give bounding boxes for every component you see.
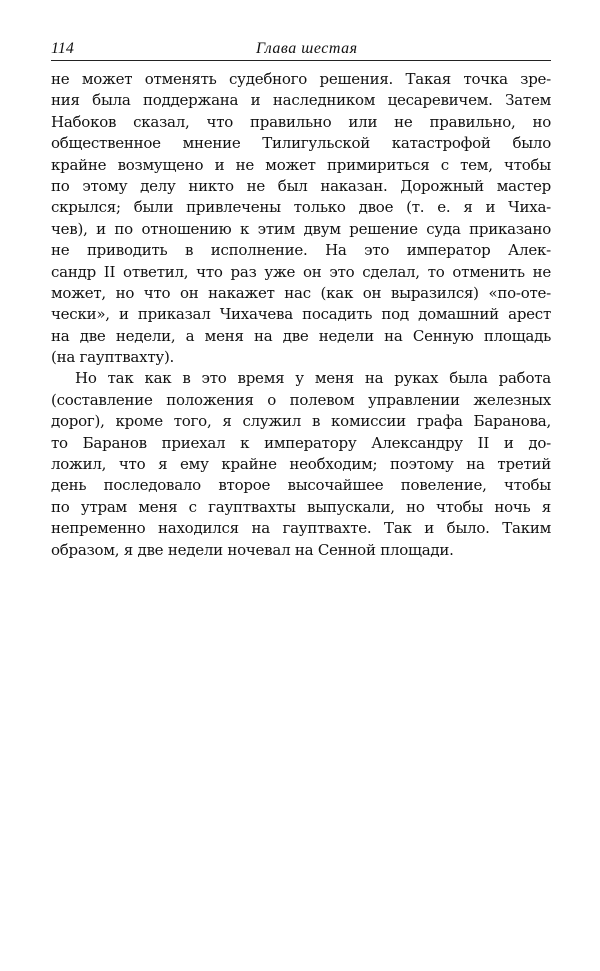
text-line: Но так как в это время у меня на руках была работа [75,369,551,388]
text-line: чески», и приказал Чихачева посадить под домашний арест [51,305,551,324]
text-line: не приводить в исполнение. На это император Алек- [51,241,551,260]
text-line: день последовало второе высочайшее повеление, чтобы [51,476,551,495]
text-line: дорог), кроме того, я служил в комиссии графа Баранова, [51,412,551,431]
text-line: крайне возмущено и не может примириться с тем, чтобы [51,155,551,174]
text-line: непременно находился на гауптвахте. Так и было. Таким [51,519,551,538]
text-line: то Баранов приехал к императору Александру II и до- [51,433,551,452]
text-line: ния была поддержана и наследником цесаревичем. Затем [51,91,551,110]
text-line: по этому делу никто не был наказан. Дорожный мастер [51,176,551,195]
text-line: может, но что он накажет нас (как он выразился) «по-оте- [51,283,551,302]
text-line: на две недели, а меня на две недели на Сенную площадь [51,326,551,345]
body-text [51,69,551,561]
text-line: чев), и по отношению к этим двум решение суда приказано [51,219,551,238]
running-title: Глава шестая [256,40,358,57]
text-line: Набоков сказал, что правильно или не правильно, но [51,112,551,131]
text-line: (на гауптвахту). [51,348,175,367]
paragraph-1 [51,69,551,368]
text-line: сандр II ответил, что раз уже он это сделал, то отменить не [51,262,551,281]
text-line: скрылся; были привлечены только двое (т. е. я и Чиха- [51,198,551,217]
text-line: не может отменять судебного решения. Такая точка зре- [51,70,551,88]
text-line: ложил, что я ему крайне необходим; поэтому на третий [51,455,551,474]
book-page [51,38,551,561]
text-line: общественное мнение Тилигульской катастрофой было [51,134,551,153]
text-line: образом, я две недели ночевал на Сенной площади. [51,540,454,559]
text-line: по утрам меня с гауптвахты выпускали, но чтобы ночь я [51,497,551,516]
page-number: 114 [51,40,74,57]
paragraph-2 [51,368,551,561]
page-header [51,38,551,61]
text-line: (составление положения о полевом управлении железных [51,390,551,409]
